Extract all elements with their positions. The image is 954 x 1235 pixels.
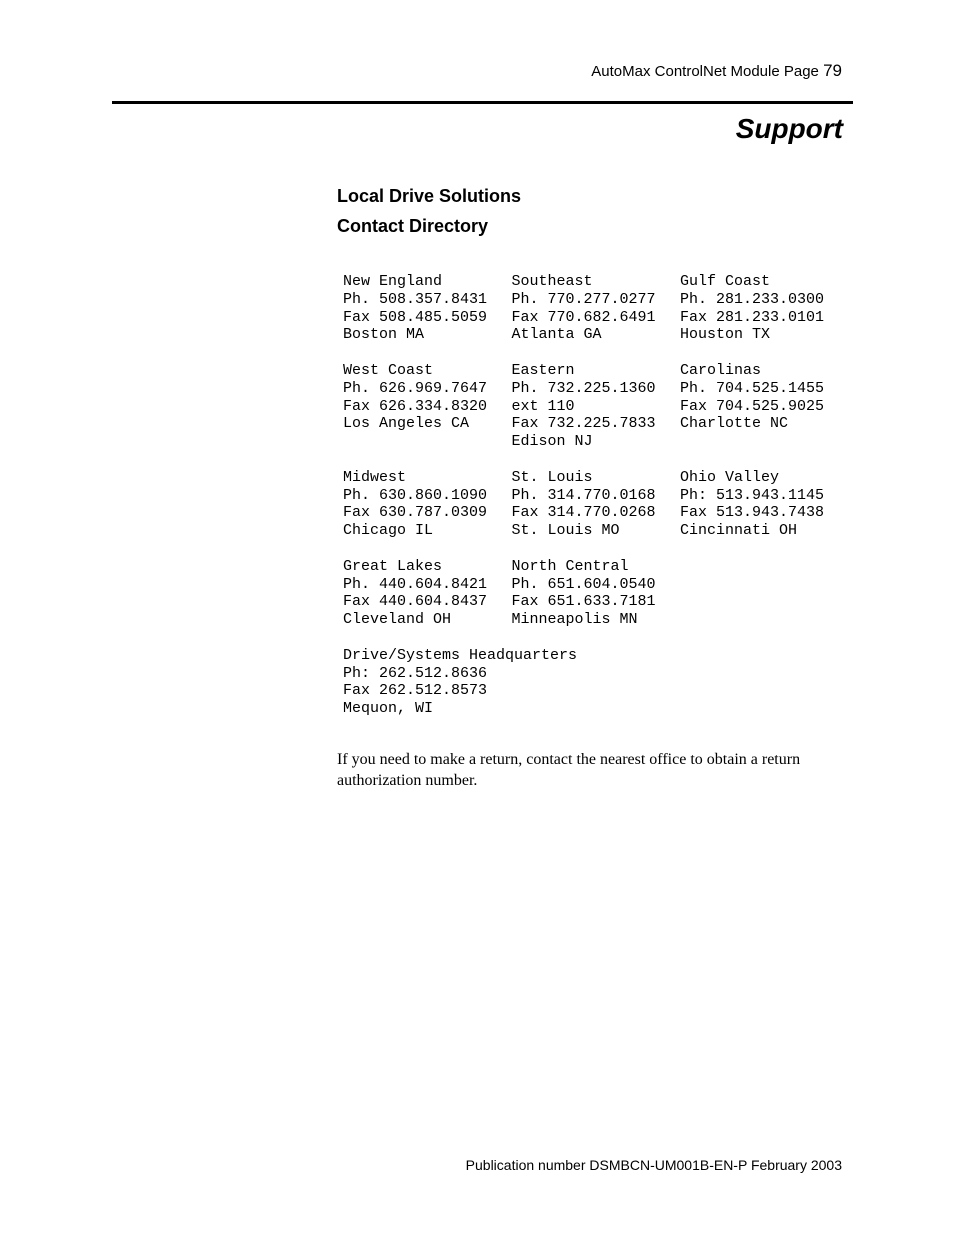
office-detail: Ph. 704.525.1455 — [680, 379, 825, 397]
office-detail: Fax 314.770.0268 — [511, 504, 656, 522]
office-name: Midwest — [343, 468, 407, 486]
office-entry — [343, 273, 512, 344]
office-entry — [680, 469, 849, 540]
contact-directory — [343, 273, 849, 718]
office-detail: Fax 704.525.9025 — [680, 397, 825, 415]
headquarters-name: Drive/Systems Headquarters — [343, 646, 578, 664]
directory-row — [343, 558, 849, 629]
office-entry — [343, 362, 512, 451]
office-detail: Charlotte NC — [680, 415, 789, 433]
office-entry — [680, 362, 849, 451]
office-name: Carolinas — [680, 361, 762, 379]
office-name: New England — [343, 273, 443, 290]
office-detail: Fax 281.233.0101 — [680, 308, 825, 326]
office-detail: Ph: 513.943.1145 — [680, 486, 825, 504]
headquarters-detail: Mequon, WI — [343, 700, 434, 718]
office-detail: Boston MA — [343, 326, 425, 344]
running-header — [591, 61, 842, 81]
office-detail: Atlanta GA — [511, 326, 602, 344]
office-entry — [512, 273, 681, 344]
office-detail: Fax 508.485.5059 — [343, 308, 488, 326]
office-name: Ohio Valley — [680, 468, 780, 486]
office-detail: Ph. 630.860.1090 — [343, 486, 488, 504]
office-detail: Chicago IL — [343, 522, 434, 540]
office-detail: Ph. 314.770.0168 — [511, 486, 656, 504]
directory-row — [343, 362, 849, 451]
office-entry — [343, 558, 512, 629]
office-entry — [512, 362, 681, 451]
office-detail: Ph. 732.225.1360 — [511, 379, 656, 397]
section-subtitle: Contact Directory — [337, 216, 489, 236]
office-detail: Ph. 651.604.0540 — [511, 575, 656, 593]
office-detail: Ph. 508.357.8431 — [343, 290, 488, 308]
office-detail: ext 110 — [511, 397, 575, 415]
office-detail: Cincinnati OH — [680, 522, 798, 540]
office-detail: Ph. 770.277.0277 — [511, 290, 656, 308]
header-rule — [112, 101, 853, 104]
page-title: Support — [735, 113, 843, 144]
office-detail: Fax 732.225.7833 — [511, 415, 656, 433]
office-detail: Fax 440.604.8437 — [343, 593, 488, 611]
headquarters-detail: Ph: 262.512.8636 — [343, 664, 488, 682]
office-detail: Houston TX — [680, 326, 771, 344]
return-note: If you need to make a return, contact the nearest office to obtain a return authorization number. — [337, 751, 801, 789]
page-number: 79 — [823, 61, 842, 80]
office-name: Great Lakes — [343, 557, 443, 575]
office-entry — [343, 469, 512, 540]
directory-row — [343, 273, 849, 344]
office-name: North Central — [511, 557, 629, 575]
office-detail: Ph. 440.604.8421 — [343, 575, 488, 593]
office-detail: Edison NJ — [511, 433, 593, 451]
office-detail: Fax 651.633.7181 — [511, 593, 656, 611]
office-detail: Ph. 281.233.0300 — [680, 290, 825, 308]
office-detail: Fax 626.334.8320 — [343, 397, 488, 415]
headquarters-entry — [343, 647, 849, 718]
running-title: AutoMax ControlNet Module Page — [591, 63, 819, 80]
office-detail: Minneapolis MN — [511, 611, 638, 629]
directory-row — [343, 469, 849, 540]
office-detail: Ph. 626.969.7647 — [343, 379, 488, 397]
office-detail: Los Angeles CA — [343, 415, 470, 433]
office-entry — [512, 558, 681, 629]
publication-footer: Publication number DSMBCN-UM001B-EN-P February 2003 — [465, 1157, 842, 1173]
office-detail: Fax 630.787.0309 — [343, 504, 488, 522]
headquarters-detail: Fax 262.512.8573 — [343, 682, 488, 700]
office-name: St. Louis — [511, 468, 593, 486]
office-detail: Cleveland OH — [343, 611, 452, 629]
office-detail: St. Louis MO — [511, 522, 620, 540]
office-name: Southeast — [511, 273, 593, 290]
office-name: West Coast — [343, 361, 434, 379]
office-entry — [680, 273, 849, 344]
office-name: Eastern — [511, 361, 575, 379]
office-detail: Fax 770.682.6491 — [511, 308, 656, 326]
section-title: Local Drive Solutions — [337, 186, 522, 206]
office-name: Gulf Coast — [680, 273, 771, 290]
office-detail: Fax 513.943.7438 — [680, 504, 825, 522]
office-entry — [512, 469, 681, 540]
